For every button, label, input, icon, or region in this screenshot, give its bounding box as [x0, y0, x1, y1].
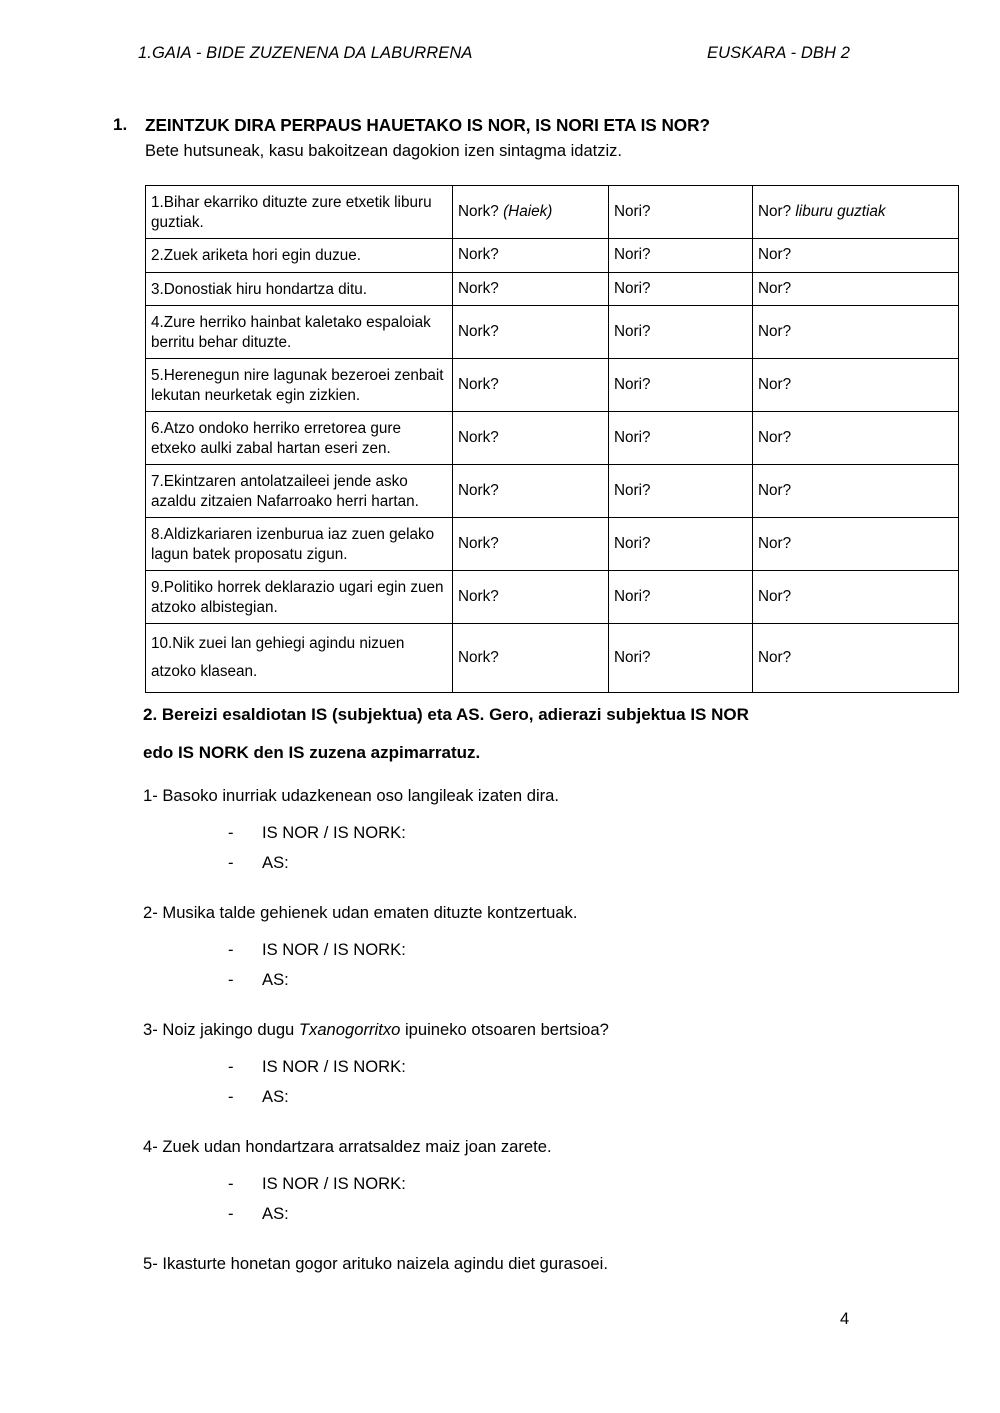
- exercise-2-item: [143, 1017, 963, 1112]
- dash-bullet-icon: -: [228, 1174, 234, 1193]
- exercise-2-item-answer-lines: [143, 818, 963, 878]
- table-cell-nori: [609, 186, 753, 239]
- table-cell-nori-label: Nori?: [614, 481, 651, 499]
- table-cell-nor: [753, 186, 959, 239]
- table-row: [146, 272, 959, 306]
- running-header: [138, 44, 868, 63]
- exercise-2-item: [143, 783, 963, 878]
- table-cell-nor-label: Nor?: [758, 587, 792, 605]
- answer-line-is-nor[interactable]: [143, 818, 963, 848]
- table-cell-nork-label: Nork?: [458, 587, 499, 605]
- table-cell-nor: [753, 465, 959, 518]
- answer-line-as-label: AS:: [262, 970, 289, 989]
- exercise-1-number: 1.: [113, 115, 128, 134]
- dash-bullet-icon: -: [228, 1204, 234, 1223]
- table-cell-nork: [453, 359, 609, 412]
- exercise-2-item-answer-lines: [143, 1052, 963, 1112]
- table-cell-nor-label: Nor?: [758, 428, 792, 446]
- table-cell-nori-label: Nori?: [614, 202, 651, 220]
- table-row: [146, 624, 959, 693]
- table-cell-nor-label: Nor?: [758, 534, 792, 552]
- table-cell-sentence: 5.Herenegun nire lagunak bezeroei zenbait lekutan neurketak egin zizkien.: [146, 359, 453, 412]
- exercise-2-item: [143, 1134, 963, 1229]
- table-cell-nori-label: Nori?: [614, 428, 651, 446]
- answer-line-is-nor-label: IS NOR / IS NORK:: [262, 1174, 406, 1193]
- table-cell-nork-label: Nork?: [458, 279, 499, 297]
- table-cell-nor: [753, 359, 959, 412]
- table-cell-sentence: 2.Zuek ariketa hori egin duzue.: [146, 239, 453, 273]
- dash-bullet-icon: -: [228, 853, 234, 872]
- table-cell-nor-answer: liburu guztiak: [795, 202, 886, 220]
- table-row: [146, 518, 959, 571]
- exercise-2-item: [143, 1251, 963, 1286]
- sentence-part-before: 2- Musika talde gehienek udan ematen dituzte kontzertuak.: [143, 903, 578, 922]
- table-cell-nork-label: Nork?: [458, 534, 499, 552]
- exercise-2-item-answer-lines: [143, 935, 963, 995]
- table-cell-nork: [453, 272, 609, 306]
- sentence-part-before: 1- Basoko inurriak udazkenean oso langileak izaten dira.: [143, 786, 560, 805]
- table-body: [146, 186, 959, 693]
- exercise-2-item-sentence: [143, 1134, 963, 1169]
- table-cell-nor-label: Nor?: [758, 375, 792, 393]
- exercise-2-item-sentence: [143, 900, 963, 935]
- table-cell-nori: [609, 571, 753, 624]
- table-cell-nork-label: Nork?: [458, 202, 504, 220]
- table-cell-sentence: 8.Aldizkariaren izenburua iaz zuen gelako lagun batek proposatu zigun.: [146, 518, 453, 571]
- table-cell-nork-label: Nork?: [458, 375, 499, 393]
- table-cell-nork-label: Nork?: [458, 481, 499, 499]
- table-cell-nork-label: Nork?: [458, 246, 499, 263]
- table-cell-nori-label: Nori?: [614, 587, 651, 605]
- exercise-2-item-answer-lines: [143, 1169, 963, 1229]
- exercise-1-instruction: Bete hutsuneak, kasu bakoitzean dagokion izen sintagma idatziz.: [145, 142, 622, 160]
- table-cell-nork-label: Nork?: [458, 428, 499, 446]
- sentence-part-before: 3- Noiz jakingo dugu: [143, 1020, 299, 1039]
- page-number: 4: [840, 1310, 850, 1328]
- table-cell-nork: [453, 186, 609, 239]
- table-cell-nori-label: Nori?: [614, 648, 651, 666]
- table-row: [146, 306, 959, 359]
- table-cell-nori-label: Nori?: [614, 534, 651, 552]
- table-cell-nor: [753, 571, 959, 624]
- table-cell-nork: [453, 624, 609, 693]
- answer-line-is-nor[interactable]: [143, 1169, 963, 1199]
- table-cell-nori: [609, 624, 753, 693]
- dash-bullet-icon: -: [228, 970, 234, 989]
- table-cell-nor-label: Nor?: [758, 279, 792, 297]
- exercise-2-item-sentence: [143, 783, 963, 818]
- table-row: [146, 186, 959, 239]
- table-row: [146, 239, 959, 273]
- table-cell-nor: [753, 272, 959, 306]
- table-cell-nori: [609, 412, 753, 465]
- nor-nori-nork-table: [145, 185, 959, 693]
- table-cell-nork: [453, 239, 609, 273]
- exercise-1-heading-row: [113, 113, 953, 164]
- exercise-2-item-sentence: [143, 1251, 963, 1286]
- sentence-part-before: 5- Ikasturte honetan gogor arituko naizela agindu diet gurasoei.: [143, 1254, 608, 1273]
- answer-line-is-nor[interactable]: [143, 935, 963, 965]
- answer-line-as[interactable]: [143, 965, 963, 995]
- table-cell-nork-answer: (Haiek): [503, 202, 553, 220]
- exercise-2-heading-line-2: edo IS NORK den IS zuzena azpimarratuz.: [143, 743, 481, 762]
- table-cell-nork-label: Nork?: [458, 322, 499, 340]
- table-cell-nori: [609, 359, 753, 412]
- answer-line-as[interactable]: [143, 1082, 963, 1112]
- exercise-2-item-sentence: [143, 1017, 963, 1052]
- dash-bullet-icon: -: [228, 940, 234, 959]
- header-left-text: 1.GAIA - BIDE ZUZENENA DA LABURRENA: [138, 44, 473, 62]
- dash-bullet-icon: -: [228, 1087, 234, 1106]
- dash-bullet-icon: -: [228, 1057, 234, 1076]
- answer-line-as-label: AS:: [262, 1204, 289, 1223]
- table-cell-nori-label: Nori?: [614, 322, 651, 340]
- table-cell-sentence: 1.Bihar ekarriko dituzte zure etxetik liburu guztiak.: [146, 186, 453, 239]
- table-cell-nork-label: Nork?: [458, 648, 499, 666]
- table-cell-nor: [753, 239, 959, 273]
- table-cell-nork: [453, 518, 609, 571]
- table-row: [146, 571, 959, 624]
- table-cell-nor-label: Nor?: [758, 322, 792, 340]
- table-cell-sentence: 10.Nik zuei lan gehiegi agindu nizuen atzoko klasean.: [146, 624, 453, 693]
- answer-line-as[interactable]: [143, 848, 963, 878]
- table-cell-nori: [609, 272, 753, 306]
- answer-line-as-label: AS:: [262, 1087, 289, 1106]
- dash-bullet-icon: -: [228, 823, 234, 842]
- answer-line-is-nor-label: IS NOR / IS NORK:: [262, 940, 406, 959]
- table-cell-nori: [609, 306, 753, 359]
- exercise-2-heading: [143, 696, 943, 772]
- header-right-text: EUSKARA - DBH 2: [706, 44, 850, 62]
- table-cell-nork: [453, 571, 609, 624]
- answer-line-as[interactable]: [143, 1199, 963, 1229]
- table-cell-nor: [753, 624, 959, 693]
- table-cell-sentence: 9.Politiko horrek deklarazio ugari egin zuen atzoko albistegian.: [146, 571, 453, 624]
- table-cell-nor: [753, 518, 959, 571]
- table-cell-nor-label: Nor?: [758, 648, 792, 666]
- exercise-1-heading-block: [113, 113, 953, 164]
- table-cell-nori-label: Nori?: [614, 375, 651, 393]
- table-cell-nor-label: Nor?: [758, 246, 792, 263]
- exercise-1-texts: [145, 113, 953, 164]
- table-row: [146, 412, 959, 465]
- table-cell-nor-label: Nor?: [758, 481, 792, 499]
- answer-line-is-nor-label: IS NOR / IS NORK:: [262, 823, 406, 842]
- answer-line-as-label: AS:: [262, 853, 289, 872]
- table-cell-sentence: 7.Ekintzaren antolatzaileei jende asko azaldu zitzaien Nafarroako herri hartan.: [146, 465, 453, 518]
- table-cell-nori: [609, 239, 753, 273]
- table-cell-nork: [453, 465, 609, 518]
- table-cell-sentence: 6.Atzo ondoko herriko erretorea gure etxeko aulki zabal hartan eseri zen.: [146, 412, 453, 465]
- sentence-part-before: 4- Zuek udan hondartzara arratsaldez maiz joan zarete.: [143, 1137, 552, 1156]
- answer-line-is-nor[interactable]: [143, 1052, 963, 1082]
- table-cell-nor-label: Nor?: [758, 202, 796, 220]
- exercise-1-title: ZEINTZUK DIRA PERPAUS HAUETAKO IS NOR, IS NORI ETA IS NOR?: [145, 115, 710, 135]
- exercise-2-item: [143, 900, 963, 995]
- exercise-2-heading-line-1: 2. Bereizi esaldiotan IS (subjektua) eta AS. Gero, adierazi subjektua IS NOR: [143, 705, 749, 724]
- table-cell-sentence: 4.Zure herriko hainbat kaletako espaloiak berritu behar dituzte.: [146, 306, 453, 359]
- table-cell-nori: [609, 518, 753, 571]
- table-cell-nori: [609, 465, 753, 518]
- table-row: [146, 359, 959, 412]
- exercise-2-items: [143, 783, 963, 1286]
- table-cell-nork: [453, 306, 609, 359]
- table-cell-nork: [453, 412, 609, 465]
- sentence-part-after: ipuineko otsoaren bertsioa?: [400, 1020, 609, 1039]
- table-row: [146, 465, 959, 518]
- table-cell-sentence: 3.Donostiak hiru hondartza ditu.: [146, 272, 453, 306]
- sentence-part-italic: Txanogorritxo: [298, 1020, 401, 1039]
- table-cell-nori-label: Nori?: [614, 279, 651, 297]
- table-cell-nori-label: Nori?: [614, 246, 651, 263]
- table-cell-nor: [753, 306, 959, 359]
- answer-line-is-nor-label: IS NOR / IS NORK:: [262, 1057, 406, 1076]
- table-cell-nor: [753, 412, 959, 465]
